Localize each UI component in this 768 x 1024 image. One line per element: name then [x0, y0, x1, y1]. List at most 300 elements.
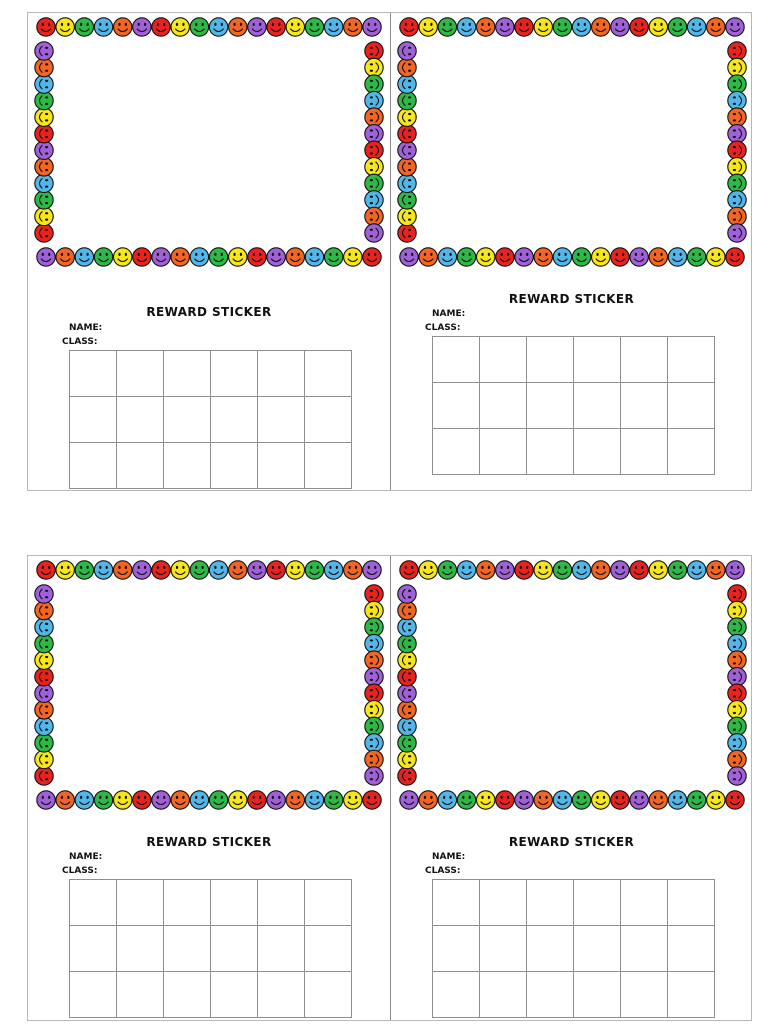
sticker-cell: [621, 337, 668, 383]
smiley-face-icon: [592, 18, 610, 36]
sticker-cell: [258, 443, 305, 489]
class-label: CLASS:: [62, 337, 98, 347]
smiley-face-icon: [363, 248, 381, 266]
sticker-cell: [211, 351, 258, 397]
smiley-face-icon: [728, 91, 746, 109]
smiley-face-icon: [209, 561, 227, 579]
smiley-face-icon: [365, 42, 383, 60]
smiley-face-icon: [365, 141, 383, 159]
smiley-face-icon: [267, 248, 285, 266]
sticker-cell: [433, 926, 480, 972]
smiley-face-icon: [94, 561, 112, 579]
smiley-face-icon: [534, 791, 552, 809]
smiley-face-icon: [365, 651, 383, 669]
smiley-face-icon: [35, 651, 53, 669]
sticker-cell: [305, 443, 352, 489]
smiley-face-icon: [496, 791, 514, 809]
sticker-cell: [527, 972, 574, 1018]
smiley-face-icon: [114, 248, 132, 266]
sticker-cell: [527, 880, 574, 926]
smiley-face-icon: [419, 791, 437, 809]
smiley-face-icon: [728, 158, 746, 176]
sticker-cell: [574, 383, 621, 429]
smiley-face-icon: [398, 701, 416, 719]
smiley-face-icon: [496, 561, 514, 579]
smiley-face-icon: [365, 585, 383, 603]
sticker-cell: [480, 337, 527, 383]
reward-card-2: [390, 13, 752, 490]
smiley-face-icon: [37, 561, 55, 579]
smiley-face-icon: [305, 791, 323, 809]
smiley-face-icon: [630, 18, 648, 36]
smiley-face-icon: [229, 18, 247, 36]
smiley-face-icon: [37, 248, 55, 266]
smiley-face-icon: [592, 791, 610, 809]
smiley-face-icon: [94, 18, 112, 36]
smiley-face-icon: [286, 561, 304, 579]
sticker-cell: [211, 972, 258, 1018]
smiley-face-icon: [477, 18, 495, 36]
smiley-face-icon: [398, 634, 416, 652]
smiley-face-icon: [728, 701, 746, 719]
smiley-face-icon: [190, 248, 208, 266]
smiley-face-icon: [728, 634, 746, 652]
smiley-face-icon: [728, 668, 746, 686]
smiley-face-icon: [728, 618, 746, 636]
smiley-face-icon: [152, 248, 170, 266]
sticker-cell: [433, 880, 480, 926]
smiley-face-icon: [728, 651, 746, 669]
sticker-cell: [117, 351, 164, 397]
smiley-face-icon: [35, 618, 53, 636]
smiley-face-icon: [592, 248, 610, 266]
smiley-face-icon: [553, 248, 571, 266]
sticker-cell: [480, 383, 527, 429]
smiley-face-icon: [398, 601, 416, 619]
sticker-cell: [574, 429, 621, 475]
class-label: CLASS:: [62, 866, 98, 876]
smiley-face-icon: [457, 18, 475, 36]
class-label: CLASS:: [425, 323, 461, 333]
smiley-face-icon: [152, 18, 170, 36]
smiley-face-icon: [171, 791, 189, 809]
smiley-face-icon: [477, 248, 495, 266]
smiley-face-icon: [668, 18, 686, 36]
smiley-face-icon: [687, 791, 705, 809]
sticker-cell: [433, 337, 480, 383]
smiley-border-frame: [397, 15, 747, 269]
smiley-border-graphic: [397, 15, 747, 269]
smiley-border-graphic: [34, 558, 384, 812]
smiley-face-icon: [267, 561, 285, 579]
smiley-face-icon: [114, 791, 132, 809]
smiley-face-icon: [438, 561, 456, 579]
sticker-cell: [668, 337, 715, 383]
smiley-face-icon: [363, 18, 381, 36]
smiley-face-icon: [37, 18, 55, 36]
smiley-face-icon: [133, 248, 151, 266]
name-label: NAME:: [69, 852, 103, 862]
sticker-cell: [668, 880, 715, 926]
smiley-face-icon: [398, 224, 416, 242]
smiley-face-icon: [344, 561, 362, 579]
smiley-face-icon: [457, 561, 475, 579]
smiley-face-icon: [35, 734, 53, 752]
smiley-face-icon: [190, 18, 208, 36]
smiley-face-icon: [611, 18, 629, 36]
smiley-face-icon: [728, 125, 746, 143]
smiley-face-icon: [35, 717, 53, 735]
smiley-face-icon: [344, 248, 362, 266]
reward-card-3: [28, 556, 390, 1020]
sticker-cell: [668, 972, 715, 1018]
grid-row: [433, 926, 715, 972]
sticker-cell: [70, 397, 117, 443]
sticker-cell: [70, 880, 117, 926]
sticker-cell: [164, 351, 211, 397]
smiley-face-icon: [398, 158, 416, 176]
name-label: NAME:: [69, 323, 103, 333]
smiley-face-icon: [35, 585, 53, 603]
smiley-border-graphic: [34, 15, 384, 269]
smiley-face-icon: [419, 18, 437, 36]
card-title: REWARD STICKER: [508, 292, 635, 306]
sticker-cell: [258, 926, 305, 972]
smiley-face-icon: [726, 248, 744, 266]
sticker-cell: [305, 351, 352, 397]
smiley-face-icon: [209, 18, 227, 36]
sticker-cell: [258, 397, 305, 443]
sticker-cell: [164, 397, 211, 443]
smiley-face-icon: [56, 248, 74, 266]
smiley-face-icon: [152, 561, 170, 579]
smiley-face-icon: [398, 207, 416, 225]
smiley-face-icon: [248, 561, 266, 579]
smiley-face-icon: [398, 734, 416, 752]
smiley-face-icon: [365, 717, 383, 735]
smiley-face-icon: [35, 158, 53, 176]
sticker-cell: [70, 972, 117, 1018]
smiley-face-icon: [728, 207, 746, 225]
smiley-face-icon: [477, 791, 495, 809]
smiley-face-icon: [398, 174, 416, 192]
sticker-cell: [117, 443, 164, 489]
smiley-face-icon: [649, 561, 667, 579]
smiley-face-icon: [209, 248, 227, 266]
sticker-cell: [527, 337, 574, 383]
smiley-face-icon: [37, 791, 55, 809]
smiley-face-icon: [726, 18, 744, 36]
smiley-face-icon: [35, 668, 53, 686]
grid-row: [70, 351, 352, 397]
smiley-face-icon: [553, 791, 571, 809]
smiley-face-icon: [707, 18, 725, 36]
smiley-face-icon: [35, 684, 53, 702]
smiley-border-frame: [34, 15, 384, 269]
smiley-face-icon: [56, 561, 74, 579]
grid-row: [70, 880, 352, 926]
sticker-cell: [70, 351, 117, 397]
smiley-face-icon: [324, 248, 342, 266]
smiley-face-icon: [229, 791, 247, 809]
grid-row: [70, 972, 352, 1018]
smiley-face-icon: [707, 248, 725, 266]
smiley-border-graphic: [397, 558, 747, 812]
smiley-face-icon: [365, 158, 383, 176]
smiley-face-icon: [728, 684, 746, 702]
smiley-face-icon: [457, 248, 475, 266]
sticker-cell: [258, 972, 305, 1018]
smiley-face-icon: [363, 561, 381, 579]
smiley-face-icon: [152, 791, 170, 809]
smiley-face-icon: [324, 791, 342, 809]
smiley-face-icon: [305, 248, 323, 266]
smiley-face-icon: [728, 717, 746, 735]
sticker-cell: [480, 926, 527, 972]
smiley-face-icon: [365, 684, 383, 702]
smiley-face-icon: [496, 248, 514, 266]
smiley-face-icon: [728, 585, 746, 603]
smiley-face-icon: [35, 207, 53, 225]
smiley-face-icon: [477, 561, 495, 579]
sticker-cell: [527, 926, 574, 972]
smiley-face-icon: [572, 18, 590, 36]
sticker-cell: [480, 880, 527, 926]
sticker-cell: [668, 383, 715, 429]
smiley-face-icon: [534, 561, 552, 579]
smiley-face-icon: [728, 191, 746, 209]
smiley-face-icon: [400, 561, 418, 579]
smiley-face-icon: [267, 18, 285, 36]
smiley-face-icon: [515, 791, 533, 809]
smiley-face-icon: [419, 248, 437, 266]
smiley-face-icon: [365, 191, 383, 209]
sticker-cell: [527, 383, 574, 429]
smiley-face-icon: [35, 634, 53, 652]
sticker-cell: [574, 972, 621, 1018]
smiley-face-icon: [668, 791, 686, 809]
smiley-face-icon: [35, 125, 53, 143]
smiley-face-icon: [286, 791, 304, 809]
smiley-face-icon: [133, 791, 151, 809]
sticker-cell: [117, 926, 164, 972]
smiley-face-icon: [305, 561, 323, 579]
smiley-face-icon: [305, 18, 323, 36]
sticker-cell: [164, 972, 211, 1018]
sticker-sheet-top: [27, 12, 752, 491]
reward-card-1: [28, 13, 390, 490]
grid-row: [70, 397, 352, 443]
smiley-face-icon: [726, 561, 744, 579]
smiley-face-icon: [611, 561, 629, 579]
smiley-face-icon: [728, 108, 746, 126]
smiley-face-icon: [572, 561, 590, 579]
smiley-face-icon: [707, 561, 725, 579]
smiley-face-icon: [365, 207, 383, 225]
sticker-cell: [258, 880, 305, 926]
smiley-face-icon: [365, 668, 383, 686]
smiley-face-icon: [534, 248, 552, 266]
smiley-face-icon: [398, 91, 416, 109]
sticker-cell: [211, 880, 258, 926]
smiley-face-icon: [171, 248, 189, 266]
smiley-face-icon: [398, 668, 416, 686]
smiley-face-icon: [398, 585, 416, 603]
smiley-face-icon: [728, 75, 746, 93]
smiley-face-icon: [728, 58, 746, 76]
sticker-cell: [433, 429, 480, 475]
grid-row: [70, 443, 352, 489]
sticker-cell: [117, 972, 164, 1018]
smiley-face-icon: [496, 18, 514, 36]
class-label: CLASS:: [425, 866, 461, 876]
sticker-cell: [668, 429, 715, 475]
smiley-face-icon: [35, 601, 53, 619]
smiley-face-icon: [534, 18, 552, 36]
sticker-cell: [433, 383, 480, 429]
sticker-cell: [164, 443, 211, 489]
smiley-face-icon: [365, 108, 383, 126]
smiley-face-icon: [398, 750, 416, 768]
smiley-face-icon: [398, 717, 416, 735]
sticker-cell: [70, 443, 117, 489]
smiley-face-icon: [728, 224, 746, 242]
sticker-cell: [621, 880, 668, 926]
smiley-face-icon: [365, 174, 383, 192]
name-label: NAME:: [432, 309, 466, 319]
smiley-face-icon: [365, 75, 383, 93]
smiley-face-icon: [35, 701, 53, 719]
smiley-face-icon: [365, 767, 383, 785]
smiley-face-icon: [75, 18, 93, 36]
smiley-face-icon: [365, 601, 383, 619]
smiley-face-icon: [35, 191, 53, 209]
smiley-face-icon: [438, 18, 456, 36]
smiley-face-icon: [286, 18, 304, 36]
smiley-face-icon: [515, 18, 533, 36]
smiley-face-icon: [553, 561, 571, 579]
smiley-face-icon: [171, 18, 189, 36]
smiley-face-icon: [75, 248, 93, 266]
smiley-face-icon: [515, 561, 533, 579]
sticker-cell: [70, 926, 117, 972]
smiley-face-icon: [171, 561, 189, 579]
smiley-face-icon: [400, 248, 418, 266]
sticker-cell: [117, 397, 164, 443]
smiley-face-icon: [728, 601, 746, 619]
smiley-face-icon: [572, 248, 590, 266]
smiley-face-icon: [35, 58, 53, 76]
smiley-face-icon: [572, 791, 590, 809]
grid-row: [70, 926, 352, 972]
sticker-cell: [480, 429, 527, 475]
sticker-cell: [621, 429, 668, 475]
sticker-cell: [211, 397, 258, 443]
smiley-face-icon: [344, 791, 362, 809]
smiley-face-icon: [438, 791, 456, 809]
smiley-face-icon: [229, 248, 247, 266]
smiley-face-icon: [457, 791, 475, 809]
smiley-face-icon: [365, 618, 383, 636]
smiley-face-icon: [35, 141, 53, 159]
sticker-cell: [117, 880, 164, 926]
smiley-face-icon: [398, 58, 416, 76]
smiley-face-icon: [398, 108, 416, 126]
smiley-face-icon: [728, 174, 746, 192]
smiley-face-icon: [398, 191, 416, 209]
smiley-face-icon: [687, 18, 705, 36]
smiley-face-icon: [209, 791, 227, 809]
smiley-face-icon: [56, 791, 74, 809]
smiley-face-icon: [35, 174, 53, 192]
sticker-cell: [480, 972, 527, 1018]
smiley-face-icon: [248, 18, 266, 36]
smiley-face-icon: [398, 75, 416, 93]
smiley-face-icon: [35, 224, 53, 242]
smiley-face-icon: [668, 248, 686, 266]
sticker-cell: [621, 972, 668, 1018]
reward-card-4: [390, 556, 752, 1020]
smiley-face-icon: [94, 248, 112, 266]
smiley-face-icon: [75, 561, 93, 579]
sticker-cell: [164, 880, 211, 926]
smiley-face-icon: [668, 561, 686, 579]
grid-row: [433, 429, 715, 475]
smiley-face-icon: [94, 791, 112, 809]
smiley-face-icon: [35, 108, 53, 126]
smiley-face-icon: [267, 791, 285, 809]
smiley-face-icon: [611, 248, 629, 266]
smiley-face-icon: [365, 734, 383, 752]
smiley-face-icon: [286, 248, 304, 266]
smiley-face-icon: [687, 561, 705, 579]
smiley-face-icon: [35, 91, 53, 109]
sticker-grid: [432, 336, 715, 475]
grid-row: [433, 972, 715, 1018]
sticker-cell: [621, 926, 668, 972]
smiley-face-icon: [398, 42, 416, 60]
smiley-face-icon: [398, 651, 416, 669]
grid-row: [433, 337, 715, 383]
smiley-face-icon: [728, 750, 746, 768]
smiley-face-icon: [400, 18, 418, 36]
smiley-face-icon: [400, 791, 418, 809]
smiley-face-icon: [35, 750, 53, 768]
smiley-face-icon: [611, 791, 629, 809]
sticker-cell: [305, 397, 352, 443]
sticker-cell: [621, 383, 668, 429]
smiley-face-icon: [229, 561, 247, 579]
smiley-face-icon: [363, 791, 381, 809]
smiley-face-icon: [649, 791, 667, 809]
smiley-face-icon: [365, 224, 383, 242]
smiley-face-icon: [35, 767, 53, 785]
smiley-face-icon: [398, 684, 416, 702]
grid-row: [433, 383, 715, 429]
sticker-cell: [527, 429, 574, 475]
smiley-face-icon: [649, 248, 667, 266]
smiley-face-icon: [419, 561, 437, 579]
smiley-face-icon: [56, 18, 74, 36]
smiley-face-icon: [114, 18, 132, 36]
smiley-face-icon: [515, 248, 533, 266]
smiley-face-icon: [707, 791, 725, 809]
smiley-face-icon: [553, 18, 571, 36]
smiley-face-icon: [398, 618, 416, 636]
smiley-face-icon: [190, 561, 208, 579]
smiley-face-icon: [324, 561, 342, 579]
smiley-face-icon: [592, 561, 610, 579]
